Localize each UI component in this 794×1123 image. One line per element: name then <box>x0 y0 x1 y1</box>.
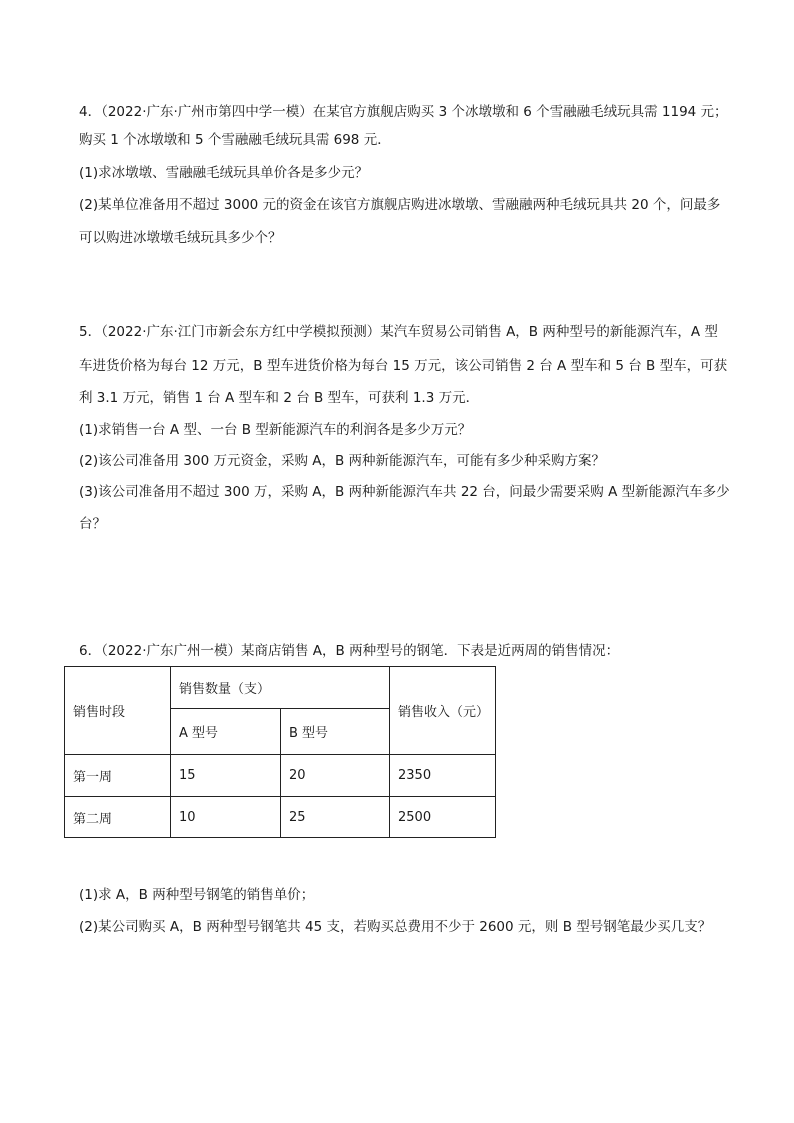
q4-part2-line2: 可以购进冰墩墩毛绒玩具多少个？ <box>79 230 282 246</box>
table-row <box>65 755 496 797</box>
header-revenue: 销售收入（元） <box>390 667 496 755</box>
cell-type-a: 10 <box>171 797 281 838</box>
header-type-b: B 型号 <box>281 709 390 755</box>
q6-part1: (1)求 A，B 两种型号钢笔的销售单价； <box>79 887 315 903</box>
sales-table <box>64 666 496 838</box>
table-row <box>65 797 496 838</box>
cell-type-b: 20 <box>281 755 390 797</box>
cell-period: 第二周 <box>65 797 171 838</box>
cell-revenue: 2500 <box>390 797 496 838</box>
cell-revenue: 2350 <box>390 755 496 797</box>
q5-part2: (2)该公司准备用 300 万元资金，采购 A，B 两种新能源汽车，可能有多少种采购方案？ <box>79 453 606 469</box>
q5-part1: (1)求销售一台 A 型、一台 B 型新能源汽车的利润各是多少万元？ <box>79 422 472 438</box>
q6-stem: 6．（2022·广东广州一模）某商店销售 A，B 两种型号的钢笔．下表是近两周的销售情况： <box>79 643 620 659</box>
q5-stem-line3: 利 3.1 万元，销售 1 台 A 型车和 2 台 B 型车，可获利 1.3 万元． <box>79 390 480 406</box>
cell-period: 第一周 <box>65 755 171 797</box>
q5-stem-line1: 5．（2022·广东·江门市新会东方红中学模拟预测）某汽车贸易公司销售 A，B 两种型号的新能源汽车，A 型 <box>79 324 718 340</box>
q4-stem-line2: 购买 1 个冰墩墩和 5 个雪融融毛绒玩具需 698 元． <box>79 132 391 148</box>
q5-part3-line1: (3)该公司准备用不超过 300 万，采购 A，B 两种新能源汽车共 22 台，问最少需要采购 A 型新能源汽车多少 <box>79 484 730 500</box>
cell-type-a: 15 <box>171 755 281 797</box>
cell-type-b: 25 <box>281 797 390 838</box>
q5-part3-line2: 台？ <box>79 516 106 532</box>
q4-part2-line1: (2)某单位准备用不超过 3000 元的资金在该官方旗舰店购进冰墩墩、雪融融两种毛绒玩具共 20 个，问最多 <box>79 197 721 213</box>
q4-stem-line1: 4．（2022·广东·广州市第四中学一模）在某官方旗舰店购买 3 个冰墩墩和 6 个雪融融毛绒玩具需 1194 元； <box>79 104 728 120</box>
q6-part2: (2)某公司购买 A，B 两种型号钢笔共 45 支，若购买总费用不少于 2600 元，则 B 型号钢笔最少买几支？ <box>79 919 712 935</box>
header-period: 销售时段 <box>65 667 171 755</box>
header-type-a: A 型号 <box>171 709 281 755</box>
header-quantity: 销售数量（支） <box>171 667 390 709</box>
q4-part1: (1)求冰墩墩、雪融融毛绒玩具单价各是多少元？ <box>79 165 369 181</box>
q5-stem-line2: 车进货价格为每台 12 万元，B 型车进货价格为每台 15 万元，该公司销售 2 台 A 型车和 5 台 B 型车，可获 <box>79 358 728 374</box>
